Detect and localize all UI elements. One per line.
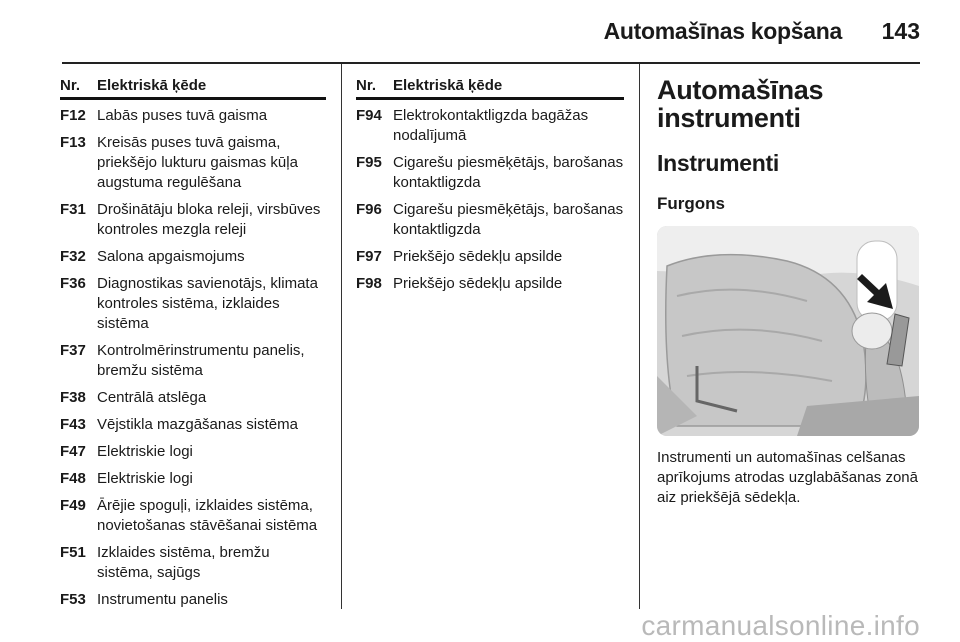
table-row bbox=[60, 539, 326, 586]
table-row bbox=[60, 465, 326, 492]
circuit-description: Priekšējo sēdekļu apsilde bbox=[393, 275, 563, 292]
fuse-table-middle bbox=[356, 76, 624, 297]
column-header-nr: Nr. bbox=[356, 76, 393, 99]
table-row bbox=[356, 99, 624, 150]
table-row bbox=[60, 411, 326, 438]
page-header bbox=[0, 0, 960, 64]
circuit-description: Kreisās puses tuvā gaisma, priekšējo lukturu gaismas kūļa augstuma regulēšana bbox=[97, 134, 298, 191]
table-row bbox=[60, 270, 326, 337]
fuse-number: F36 bbox=[60, 275, 86, 292]
table-row bbox=[60, 243, 326, 270]
circuit-description: Labās puses tuvā gaisma bbox=[97, 107, 268, 124]
circuit-description: Instrumentu panelis bbox=[97, 591, 228, 608]
circuit-description: Kontrolmērinstrumentu panelis, bremžu sistēma bbox=[97, 342, 305, 379]
circuit-description: Cigarešu piesmēķētājs, barošanas kontaktligzda bbox=[393, 201, 624, 238]
circuit-description: Diagnostikas savienotājs, klimata kontroles sistēma, izklaides sistēma bbox=[97, 275, 318, 332]
watermark: carmanualsonline.info bbox=[641, 610, 920, 641]
fuse-number: F43 bbox=[60, 416, 86, 433]
fuse-number: F32 bbox=[60, 248, 86, 265]
fuse-number: F95 bbox=[356, 154, 382, 171]
table-row bbox=[356, 270, 624, 297]
table-row bbox=[60, 586, 326, 613]
header-rule bbox=[62, 62, 920, 64]
circuit-description: Centrālā atslēga bbox=[97, 389, 207, 406]
table-row bbox=[60, 337, 326, 384]
circuit-description: Elektrokontaktligzda bagāžas nodalījumā bbox=[393, 107, 589, 144]
header-title: Automašīnas kopšana bbox=[603, 18, 842, 44]
fuse-number: F49 bbox=[60, 497, 86, 514]
fuse-number: F53 bbox=[60, 591, 86, 608]
fuse-number: F98 bbox=[356, 275, 382, 292]
page-number: 143 bbox=[881, 18, 920, 44]
fuse-number: F38 bbox=[60, 389, 86, 406]
table-row bbox=[60, 196, 326, 243]
table-row bbox=[60, 384, 326, 411]
table-row bbox=[60, 492, 326, 539]
circuit-description: Priekšējo sēdekļu apsilde bbox=[393, 248, 563, 265]
fuse-number: F37 bbox=[60, 342, 86, 359]
fuse-number: F31 bbox=[60, 201, 86, 218]
circuit-description: Elektriskie logi bbox=[97, 443, 193, 460]
fuse-number: F12 bbox=[60, 107, 86, 124]
table-row bbox=[356, 149, 624, 196]
table-row bbox=[356, 243, 624, 270]
column-divider bbox=[639, 64, 640, 609]
fuse-number: F96 bbox=[356, 201, 382, 218]
circuit-description: Salona apgaismojums bbox=[97, 248, 245, 265]
fuse-number: F51 bbox=[60, 544, 86, 561]
fuse-table-left bbox=[60, 76, 326, 613]
fuse-number: F47 bbox=[60, 443, 86, 460]
section-heading: Automašīnas instrumenti bbox=[657, 75, 824, 133]
circuit-description: Ārējie spoguļi, izklaides sistēma, novietošanas stāvēšanai sistēma bbox=[97, 497, 318, 534]
section-subsubheading: Furgons bbox=[657, 194, 725, 213]
section-subheading: Instrumenti bbox=[657, 150, 779, 176]
right-column bbox=[657, 76, 927, 508]
column-divider bbox=[341, 64, 342, 609]
column-header-nr: Nr. bbox=[60, 76, 97, 99]
circuit-description: Elektriskie logi bbox=[97, 470, 193, 487]
fuse-number: F97 bbox=[356, 248, 382, 265]
column-header-circuit: Elektriskā ķēde bbox=[97, 76, 326, 99]
photo-caption: Instrumenti un automašīnas celšanas aprīkojums atrodas uzglabāšanas zonā aiz priekšējā sēdekļa. bbox=[657, 449, 918, 506]
table-row bbox=[60, 129, 326, 196]
table-row bbox=[60, 99, 326, 130]
fuse-number: F94 bbox=[356, 107, 382, 124]
circuit-description: Izklaides sistēma, bremžu sistēma, sajūgs bbox=[97, 544, 270, 581]
seat-storage-photo bbox=[657, 226, 919, 436]
fuse-number: F48 bbox=[60, 470, 86, 487]
table-row bbox=[356, 196, 624, 243]
circuit-description: Vējstikla mazgāšanas sistēma bbox=[97, 416, 298, 433]
table-row bbox=[60, 438, 326, 465]
fuse-number: F13 bbox=[60, 134, 86, 151]
circuit-description: Drošinātāju bloka releji, virsbūves kontroles mezgla releji bbox=[97, 201, 321, 238]
column-header-circuit: Elektriskā ķēde bbox=[393, 76, 624, 99]
seat-storage-illustration bbox=[657, 226, 919, 436]
circuit-description: Cigarešu piesmēķētājs, barošanas kontaktligzda bbox=[393, 154, 624, 191]
